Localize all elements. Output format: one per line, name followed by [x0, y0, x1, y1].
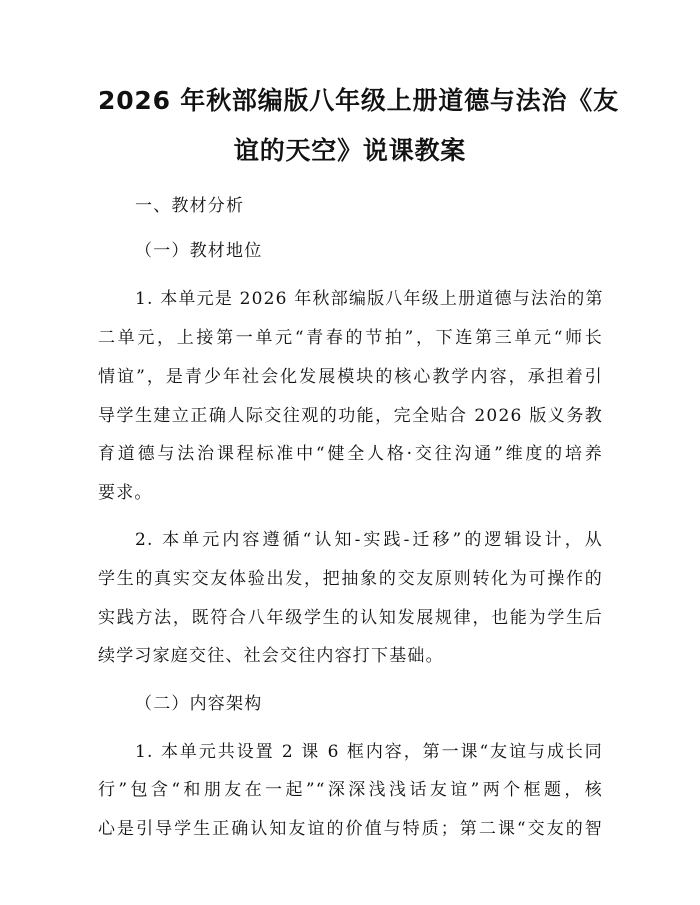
paragraph-2-line-2: 学生的真实交友体验出发，把抽象的交友原则转化为可操作的 — [98, 569, 603, 589]
subsection-heading-textbook-position: （一）教材地位 — [135, 241, 263, 261]
paragraph-1-line-2: 二单元，上接第一单元“青春的节拍”，下连第三单元“师长 — [98, 328, 603, 348]
document-title-line-2: 谊的天空》说课教案 — [233, 136, 467, 165]
paragraph-2-line-4: 续学习家庭交往、社会交往内容打下基础。 — [98, 646, 444, 666]
document-title-line-1: 2026 年秋部编版八年级上册道德与法治《友 — [98, 86, 619, 115]
section-heading-textbook-analysis: 一、教材分析 — [135, 196, 245, 216]
paragraph-2-line-1: 2. 本单元内容遵循“认知-实践-迁移”的逻辑设计，从 — [135, 530, 603, 550]
paragraph-1-line-5: 育道德与法治课程标准中“健全人格·交往沟通”维度的培养 — [98, 444, 603, 464]
paragraph-2-line-3: 实践方法，既符合八年级学生的认知发展规律，也能为学生后 — [98, 608, 603, 628]
paragraph-3-line-3: 心是引导学生正确认知友谊的价值与特质；第二课“交友的智 — [98, 819, 603, 839]
subsection-heading-content-structure: （二）内容架构 — [135, 694, 263, 714]
paragraph-3-line-1: 1. 本单元共设置 2 课 6 框内容，第一课“友谊与成长同 — [135, 742, 603, 762]
paragraph-1-line-1: 1. 本单元是 2026 年秋部编版八年级上册道德与法治的第 — [135, 289, 604, 309]
paragraph-1-line-4: 导学生建立正确人际交往观的功能，完全贴合 2026 版义务教 — [98, 406, 603, 426]
paragraph-1-line-3: 情谊”，是青少年社会化发展模块的核心教学内容，承担着引 — [98, 367, 603, 387]
paragraph-1-line-6: 要求。 — [98, 483, 153, 503]
paragraph-3-line-2: 行”包含“和朋友在一起”“深深浅浅话友谊”两个框题，核 — [98, 780, 603, 800]
